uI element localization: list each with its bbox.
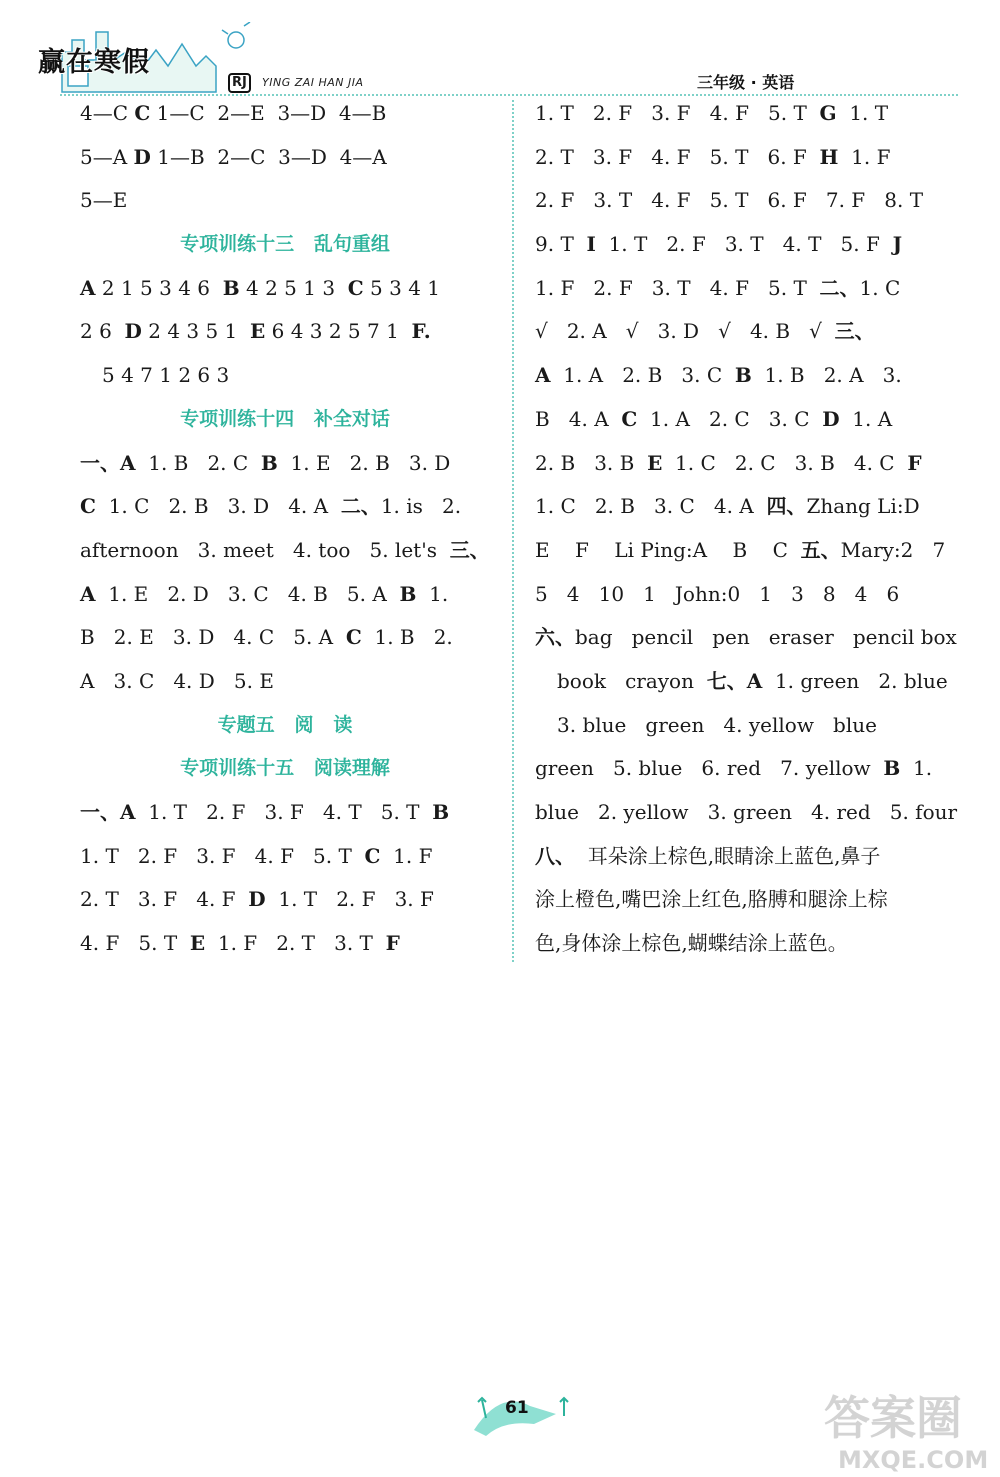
answer-text: green 5. blue 6. red 7. yellow (535, 756, 884, 781)
answer-label: 八、 (535, 843, 575, 868)
answer-line (535, 398, 955, 442)
svg-text:答案圈: 答案圈 (824, 1391, 962, 1445)
answer-label: B (222, 275, 240, 300)
answer-text: 1. B 2. A 3. (751, 363, 902, 388)
answer-line (80, 878, 490, 922)
answer-line (535, 747, 955, 791)
answer-line (80, 442, 490, 486)
answer-text: 3. blue green 4. yellow blue (557, 712, 877, 737)
answer-label: B (734, 363, 752, 388)
answer-text: 涂上橙色,嘴巴涂上红色,胳膊和腿涂上棕 (535, 887, 888, 912)
answer-text: Zhang Li:D (806, 494, 920, 519)
answer-label: 二、 (340, 494, 381, 519)
answer-line (535, 878, 955, 922)
answer-text: 1. A 2. B 3. C (550, 363, 735, 388)
answer-label: J (892, 232, 903, 257)
answer-text: 1. T 2. F 3. F 4. T 5. T (135, 800, 433, 824)
answer-label: C (364, 843, 381, 868)
page-header (0, 0, 1000, 100)
answer-text: 专项训练十五 阅读理解 (180, 757, 390, 780)
grade-subject-label: 三年级 · 英语 (697, 73, 795, 92)
answer-text: 1. F (380, 843, 433, 868)
answer-text: 1. F 2. T 3. T (205, 931, 386, 956)
answer-line (535, 660, 955, 704)
answer-text: 1. A (839, 406, 893, 431)
answer-text: 1. (416, 581, 449, 606)
answer-label: A (535, 363, 551, 388)
answer-label: E (647, 450, 663, 475)
section-heading (80, 704, 490, 748)
answer-line (80, 310, 490, 354)
answer-label: 三、 (834, 319, 875, 344)
answer-label: B (260, 450, 278, 475)
answer-label: C (345, 625, 362, 650)
answer-line (80, 179, 490, 223)
answer-text: 4 2 5 1 3 (239, 275, 348, 300)
answer-text: 5 4 10 1 John:0 1 3 8 4 6 (535, 581, 900, 606)
answer-text: 6 4 3 2 5 7 1 (265, 319, 412, 344)
answer-text: 1. B 2. C (135, 450, 261, 475)
answer-text: 5—A (80, 144, 134, 169)
answer-text: 5 4 7 1 2 6 3 (102, 363, 230, 388)
answer-text: bag pencil pen eraser pencil box (575, 625, 957, 650)
answer-label: 一、A (80, 800, 136, 824)
answer-label: 三、 (449, 537, 490, 562)
answer-label: 二、 (819, 275, 860, 300)
answer-line (80, 616, 490, 660)
answer-line (535, 704, 955, 748)
answer-line (80, 835, 490, 879)
answer-label: G (819, 101, 837, 125)
answer-text: 1. is 2. (380, 494, 462, 519)
answer-line (80, 660, 490, 704)
answer-text: 1. F 2. F 3. T 4. F 5. T (535, 275, 820, 300)
answer-label: C (134, 101, 151, 125)
answer-text: 1. (900, 756, 933, 781)
answer-text: 2. F 3. T 4. F 5. T 6. F 7. F 8. T (535, 188, 924, 213)
answer-label: B (432, 800, 450, 824)
answer-text: 1. B 2. (361, 625, 453, 650)
answer-text: 4—C (80, 101, 135, 125)
right-answer-column (535, 92, 958, 966)
answer-text: 1. A 2. C 3. C (637, 406, 823, 431)
answer-label: 四、 (766, 494, 807, 519)
answer-text: 专项训练十三 乱句重组 (180, 233, 390, 256)
answer-line (535, 92, 955, 136)
section-heading (80, 398, 490, 442)
page-number: 61 (505, 1398, 529, 1418)
answer-text: 2. T 3. F 4. F 5. T 6. F (535, 144, 820, 169)
answer-label: A (80, 275, 96, 300)
answer-line (80, 354, 490, 398)
answer-line (535, 529, 955, 573)
answer-line (80, 267, 490, 311)
answer-label: D (124, 319, 142, 344)
answer-text: 专题五 阅 读 (217, 713, 353, 736)
answer-text: blue 2. yellow 3. green 4. red 5. four (535, 800, 958, 824)
answer-text: 1. C 2. B 3. D 4. A (95, 494, 341, 519)
section-heading (80, 747, 490, 791)
answer-line (80, 529, 490, 573)
answer-text: 1. C 2. C 3. B 4. C (662, 450, 908, 475)
logo-pinyin: YING ZAI HAN JIA (262, 76, 364, 89)
left-answer-column (80, 92, 490, 966)
answer-text: 2 6 (80, 319, 125, 344)
answer-line (535, 791, 958, 835)
svg-text:MXQE.COM: MXQE.COM (838, 1446, 989, 1474)
answer-text: 1—B 2—C 3—D 4—A (150, 144, 387, 169)
answer-label: E (189, 931, 206, 956)
answer-text: 1. C (859, 275, 901, 300)
answer-text: 5 3 4 1 (363, 275, 441, 300)
answer-text: 1—C 2—E 3—D 4—B (150, 101, 387, 125)
answer-label: A (80, 581, 96, 606)
answer-text: Mary:2 7 (840, 537, 946, 562)
answer-text: 耳朵涂上棕色,眼睛涂上蓝色,鼻子 (575, 843, 881, 868)
answer-text: 专项训练十四 补全对话 (180, 407, 390, 430)
answer-label: I (586, 232, 596, 257)
answer-line (535, 267, 955, 311)
answer-text: 1. C 2. B 3. C 4. A (535, 494, 767, 519)
answer-label: F (907, 450, 922, 475)
answer-text: 1. T 2. F 3. F 4. F 5. T (535, 101, 820, 125)
answer-text: 1. E 2. D 3. C 4. B 5. A (95, 581, 400, 606)
answer-label: D (133, 144, 151, 169)
answer-line (535, 616, 955, 660)
answer-text: book crayon (557, 668, 707, 693)
answer-text: 2. T 3. F 4. F (80, 887, 249, 912)
answer-label: E (250, 319, 266, 344)
answer-label: H (819, 144, 839, 169)
answer-line (80, 485, 490, 529)
answer-text: afternoon 3. meet 4. too 5. let's (80, 537, 450, 562)
answer-text: 2. B 3. B (535, 450, 648, 475)
answer-label: F (385, 931, 400, 956)
answer-line (80, 136, 490, 180)
answer-label: F. (411, 319, 431, 344)
answer-label: 六、 (535, 625, 575, 650)
answer-line (535, 136, 955, 180)
answer-line (535, 922, 955, 966)
watermark-logo (818, 1380, 996, 1475)
answer-label: B (399, 581, 417, 606)
answer-text: 1. green 2. blue (762, 668, 948, 693)
answer-text: 5—E (80, 188, 128, 213)
answer-text: 2 1 5 3 4 6 (95, 275, 223, 300)
answer-label: 五、 (800, 537, 841, 562)
answer-text: 1. E 2. B 3. D (277, 450, 451, 475)
edition-badge: RJ (228, 73, 251, 93)
answer-text: 1. T 2. F 3. F (265, 887, 434, 912)
section-heading (80, 223, 490, 267)
answer-text: 9. T (535, 232, 587, 257)
answer-line (535, 485, 955, 529)
answer-text: 1. T 2. F 3. F 4. F 5. T (80, 843, 365, 868)
answer-line (535, 442, 955, 486)
answer-text: B 4. A (535, 406, 622, 431)
answer-text: 1. T 2. F 3. T 4. T 5. F (595, 232, 893, 257)
answer-label: C (80, 494, 96, 519)
answer-line (535, 179, 955, 223)
answer-text: 4. F 5. T (80, 931, 190, 956)
answer-line (535, 354, 955, 398)
answer-text: E F Li Ping:A B C (535, 537, 801, 562)
answer-line (80, 922, 490, 966)
answer-label: C (347, 275, 364, 300)
logo-title: 赢在寒假 (38, 47, 150, 78)
answer-line (80, 791, 490, 835)
answer-text: A 3. C 4. D 5. E (80, 668, 274, 693)
answer-label: 一、A (80, 450, 136, 475)
answer-line (80, 573, 490, 617)
answer-label: C (621, 406, 638, 431)
answer-line (535, 310, 955, 354)
answer-text: 1. F (838, 144, 891, 169)
answer-text: 色,身体涂上棕色,蝴蝶结涂上蓝色。 (535, 931, 848, 956)
answer-label: D (248, 887, 266, 912)
answer-line (535, 573, 955, 617)
answer-text: 1. T (836, 101, 889, 125)
answer-text: B 2. E 3. D 4. C 5. A (80, 625, 346, 650)
column-divider (512, 100, 514, 962)
answer-label: B (883, 756, 901, 781)
answer-label: 七、A (706, 668, 763, 693)
answer-line (535, 223, 955, 267)
answer-line (80, 92, 490, 136)
answer-label: D (822, 406, 840, 431)
answer-text: √ 2. A √ 3. D √ 4. B √ (535, 319, 835, 344)
answer-line (535, 835, 955, 879)
answer-text: 2 4 3 5 1 (141, 319, 250, 344)
